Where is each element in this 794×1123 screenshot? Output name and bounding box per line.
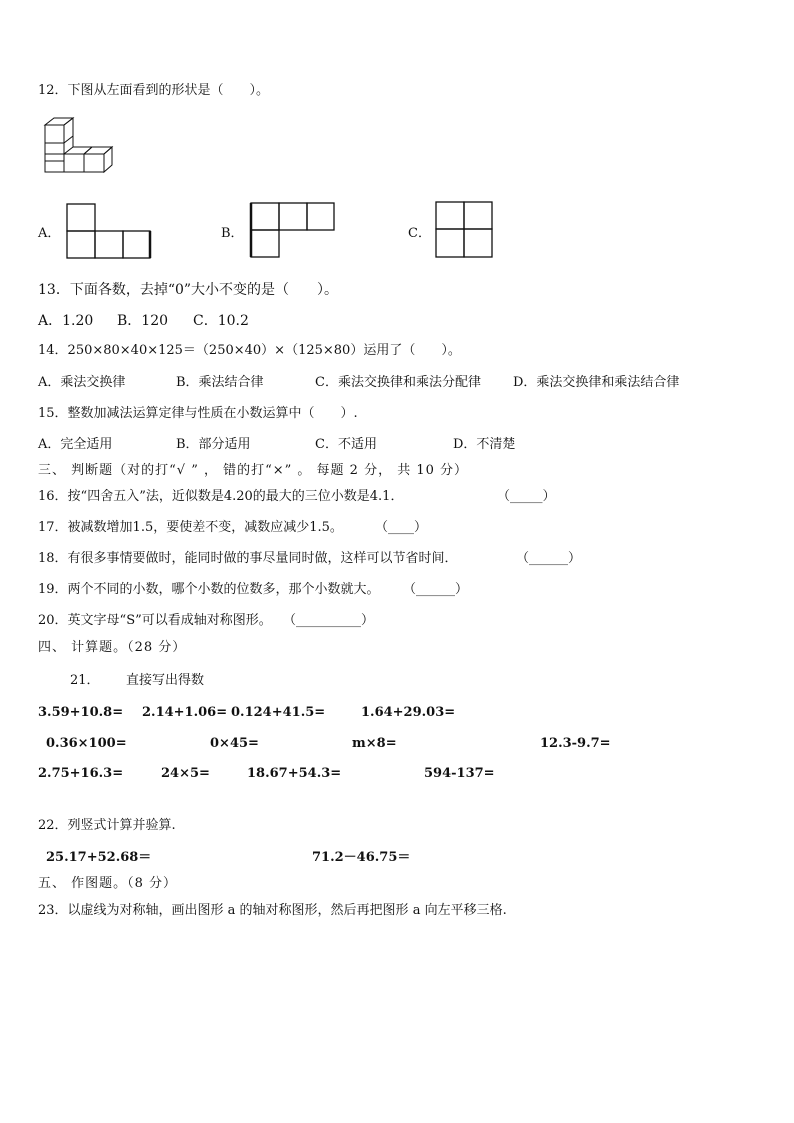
q12-option-b-label[interactable]: B． [221, 226, 244, 241]
calc-item: 0.36×100= [46, 736, 127, 751]
calc-item: 0×45= [210, 736, 259, 751]
calc-item: 3.59+10.8= [38, 705, 124, 720]
option-a-shape[interactable] [66, 203, 152, 259]
q17-stem: 17．被减数增加1.5，要使差不变，减数应减少1.5。 [38, 520, 343, 535]
q22-stem: 22．列竖式计算并验算. [38, 818, 176, 833]
q15-stem: 15．整数加减法运算定律与性质在小数运算中（ ）. [38, 406, 358, 421]
q22-expression-1: 25.17+52.68＝ [46, 850, 152, 865]
calc-item: 1.64+29.03= [361, 705, 456, 720]
q18-answer-blank[interactable]: （______） [516, 551, 582, 566]
q15-option-a[interactable]: A．完全适用 [38, 437, 113, 452]
q12-stem: 12．下图从左面看到的形状是（ ）。 [38, 83, 270, 98]
q14-stem: 14．250×80×40×125＝（250×40）×（125×80）运用了（ ）。 [38, 343, 461, 358]
q14-option-a[interactable]: A．乘法交换律 [38, 375, 126, 390]
q19-answer-blank[interactable]: （______） [403, 582, 469, 597]
calc-item: 2.75+16.3= [38, 766, 124, 781]
q15-option-b[interactable]: B．部分适用 [176, 437, 251, 452]
calc-item: 594-137= [424, 766, 495, 781]
q12-option-c-label[interactable]: C． [408, 226, 431, 241]
q15-option-c[interactable]: C．不适用 [315, 437, 377, 452]
section-5-heading: 五、 作图题。（8 分） [38, 876, 178, 891]
q16-answer-blank[interactable]: （_____） [497, 489, 556, 504]
calc-item: m×8= [352, 736, 397, 751]
q20-answer-blank[interactable]: （__________） [283, 613, 375, 628]
q19-stem: 19．两个不同的小数，哪个小数的位数多，那个小数就大。 [38, 582, 380, 597]
q20-stem: 20．英文字母“S”可以看成轴对称图形。 [38, 613, 272, 628]
calc-item: 12.3-9.7= [540, 736, 611, 751]
calc-item: 0.124+41.5= [231, 705, 326, 720]
q14-option-d[interactable]: D．乘法交换律和乘法结合律 [513, 375, 680, 390]
q21-number: 21． [70, 673, 100, 688]
q12-option-a-label[interactable]: A． [38, 226, 61, 241]
q13-option-c[interactable]: C．10.2 [193, 313, 249, 329]
q23-stem: 23．以虚线为对称轴，画出图形 a 的轴对称图形，然后再把图形 a 向左平移三格. [38, 903, 507, 918]
calc-item: 24×5= [161, 766, 210, 781]
calc-item: 2.14+1.06= [142, 705, 228, 720]
option-c-shape[interactable] [435, 201, 493, 259]
q13-option-b[interactable]: B．120 [117, 313, 169, 329]
q14-option-b[interactable]: B．乘法结合律 [176, 375, 264, 390]
q13-stem: 13．下面各数，去掉“0”大小不变的是（ ）。 [38, 282, 339, 298]
section-4-heading: 四、 计算题。（28 分） [38, 640, 187, 655]
cube-stack-figure [40, 116, 120, 180]
option-b-shape[interactable] [250, 202, 336, 258]
q21-title: 直接写出得数 [126, 673, 205, 688]
calc-item: 18.67+54.3= [247, 766, 342, 781]
q13-option-a[interactable]: A．1.20 [38, 313, 94, 329]
q22-expression-2: 71.2－46.75＝ [312, 850, 411, 865]
q16-stem: 16．按“四舍五入”法，近似数是4.20的最大的三位小数是4.1． [38, 489, 404, 504]
section-3-heading: 三、 判断题（对的打“√ ” ， 错的打“×” 。 每题 2 分， 共 10 分） [38, 463, 469, 478]
q15-option-d[interactable]: D．不清楚 [453, 437, 516, 452]
q14-option-c[interactable]: C．乘法交换律和乘法分配律 [315, 375, 481, 390]
q18-stem: 18．有很多事情要做时，能同时做的事尽量同时做，这样可以节省时间． [38, 551, 458, 566]
q17-answer-blank[interactable]: （____） [375, 520, 428, 535]
